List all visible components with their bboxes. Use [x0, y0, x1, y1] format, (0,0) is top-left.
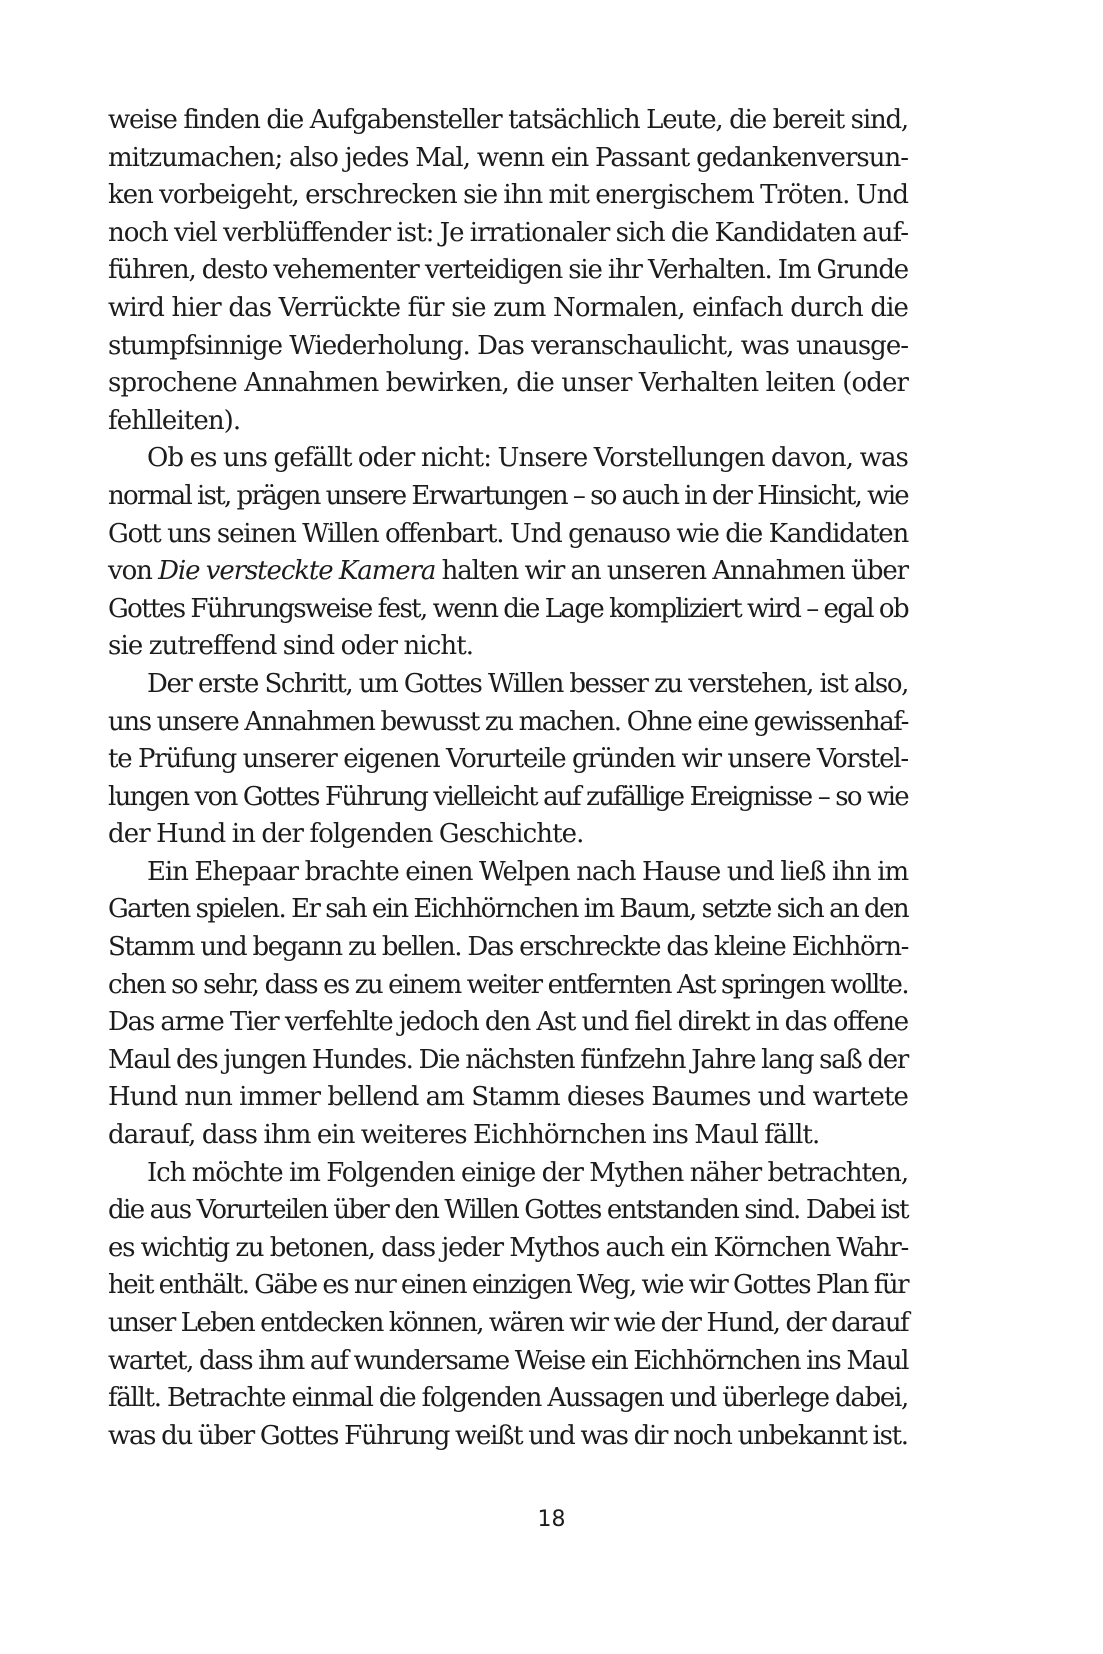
paragraph [108, 854, 908, 1155]
text-line: sprochene Annahmen bewirken, die unser Verhalten leiten (oder [108, 368, 908, 399]
text-line: fällt. Betrachte einmal die folgenden Aussagen und überlege dabei, [108, 1383, 908, 1414]
text-line: unser Leben entdecken können, wären wir wie der Hund, der darauf [108, 1308, 908, 1338]
paragraph [108, 666, 908, 854]
text-line: Ich möchte im Folgenden einige der Mythen näher betrachten, [147, 1157, 908, 1188]
text-line: Das arme Tier verfehlte jedoch den Ast und fiel direkt in das offene [108, 1007, 908, 1038]
text-line: die aus Vorurteilen über den Willen Gottes entstanden sind. Dabei ist [108, 1195, 908, 1226]
text-line: darauf, dass ihm ein weiteres Eichhörnchen ins Maul fällt. [108, 1120, 820, 1151]
text-line [108, 553, 908, 591]
text-line: stumpfsinnige Wiederholung. Das veranschaulicht, was unausge- [108, 330, 908, 361]
emphasized-title: Die versteckte Kamera [158, 556, 436, 587]
text-line: Der erste Schritt, um Gottes Willen besser zu verstehen, ist also, [147, 668, 908, 699]
text-line: chen so sehr, dass es zu einem weiter entfernten Ast springen wollte. [108, 969, 908, 1000]
paragraph [108, 1155, 908, 1456]
page-number: 18 [537, 1507, 566, 1532]
text-line: was du über Gottes Führung weißt und was dir noch unbekannt ist. [108, 1420, 908, 1451]
text-line: Gott uns seinen Willen offenbart. Und genauso wie die Kandidaten [108, 518, 908, 549]
text-line: Ob es uns gefällt oder nicht: Unsere Vorstellungen davon, was [147, 443, 908, 474]
text-line: Gottes Führungsweise fest, wenn die Lage kompliziert wird – egal ob [108, 593, 908, 624]
text-line: Garten spielen. Er sah ein Eichhörnchen im Baum, setzte sich an den [108, 894, 908, 925]
paragraph [108, 102, 908, 440]
paragraph [108, 440, 908, 666]
text-line: weise finden die Aufgabensteller tatsächlich Leute, die bereit sind, [108, 105, 908, 135]
text-fragment: halten wir an unseren Annahmen über [435, 556, 908, 587]
text-line: sie zutreffend sind oder nicht. [108, 631, 474, 662]
text-line: wird hier das Verrückte für sie zum Normalen, einfach durch die [108, 292, 908, 323]
text-line: noch viel verblüffender ist: Je irrationaler sich die Kandidaten auf- [108, 217, 908, 248]
text-line: uns unsere Annahmen bewusst zu machen. Ohne eine gewissenhaf- [108, 706, 908, 737]
text-line: Stamm und begann zu bellen. Das erschreckte das kleine Eichhörn- [108, 932, 908, 963]
text-line: fehlleiten). [108, 405, 241, 436]
text-line: normal ist, prägen unsere Erwartungen – so auch in der Hinsicht, wie [108, 480, 908, 511]
text-line: ken vorbeigeht, erschrecken sie ihn mit energischem Tröten. Und [108, 180, 908, 211]
text-line: führen, desto vehementer verteidigen sie ihr Verhalten. Im Grunde [108, 255, 908, 286]
text-line: Ein Ehepaar brachte einen Welpen nach Hause und ließ ihn im [147, 856, 908, 887]
text-line: wartet, dass ihm auf wundersame Weise ein Eichhörnchen ins Maul [108, 1345, 908, 1376]
text-line: es wichtig zu betonen, dass jeder Mythos auch ein Körnchen Wahr- [108, 1232, 908, 1263]
text-line: Maul des jungen Hundes. Die nächsten fünfzehn Jahre lang saß der [108, 1044, 908, 1075]
text-line: mitzumachen; also jedes Mal, wenn ein Passant gedankenversun- [108, 142, 908, 173]
body-text [108, 102, 908, 1455]
text-line: heit enthält. Gäbe es nur einen einzigen Weg, wie wir Gottes Plan für [108, 1270, 908, 1301]
text-line: lungen von Gottes Führung vielleicht auf zufällige Ereignisse – so wie [108, 781, 908, 812]
text-line: Hund nun immer bellend am Stamm dieses Baumes und wartete [108, 1082, 908, 1113]
text-line: te Prüfung unserer eigenen Vorurteile gründen wir unsere Vorstel- [108, 744, 908, 775]
text-line: der Hund in der folgenden Geschichte. [108, 819, 584, 850]
text-fragment: von [108, 556, 159, 587]
